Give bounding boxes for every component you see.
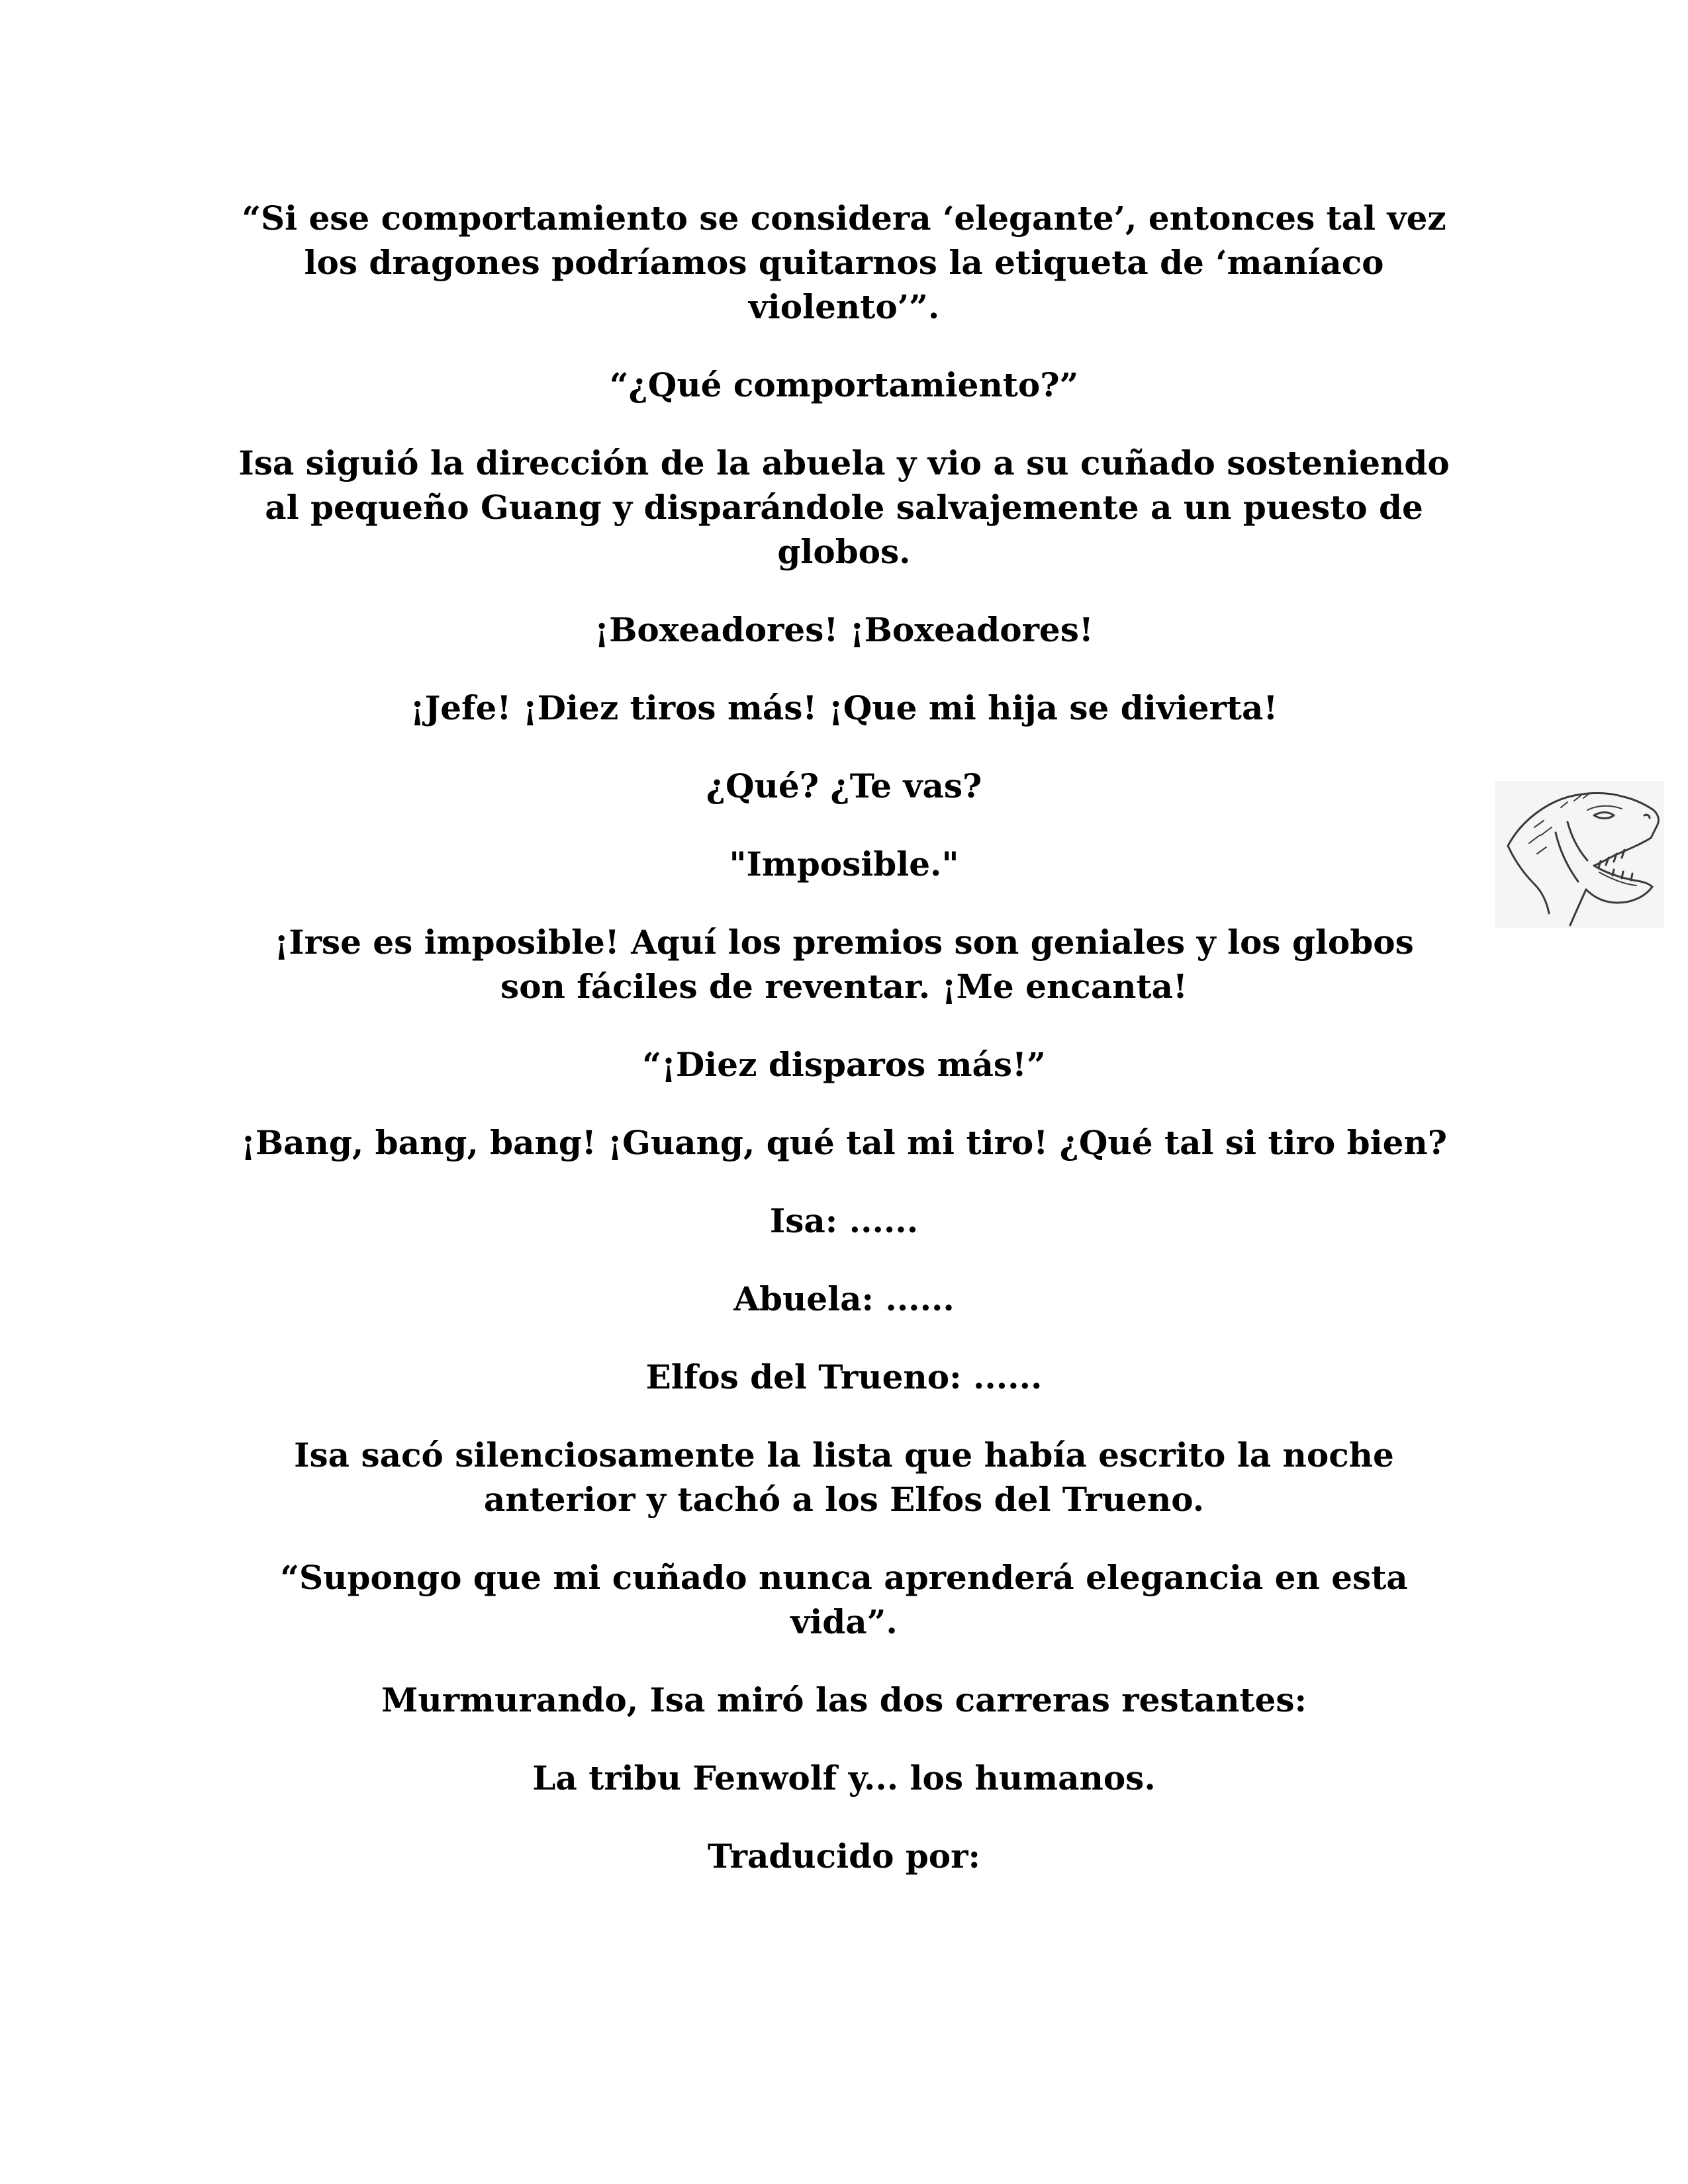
paragraph: ¡Bang, bang, bang! ¡Guang, qué tal mi tiro! ¿Qué tal si tiro bien? (240, 1123, 1448, 1162)
paragraph: Isa sacó silenciosamente la lista que había escrito la noche anterior y tachó a los Elfos del Trueno. (294, 1435, 1394, 1519)
paragraph: La tribu Fenwolf y... los humanos. (532, 1758, 1156, 1797)
paragraph: ¡Boxeadores! ¡Boxeadores! (594, 610, 1094, 649)
paragraph: Murmurando, Isa miró las dos carreras restantes: (381, 1680, 1307, 1719)
paragraph: ¡Jefe! ¡Diez tiros más! ¡Que mi hija se divierta! (410, 688, 1278, 727)
paragraph: “¡Diez disparos más!” (642, 1045, 1046, 1084)
paragraph: “Supongo que mi cuñado nunca aprenderá elegancia en esta vida”. (280, 1558, 1408, 1641)
story-text (238, 196, 1450, 1912)
paragraph: Elfos del Trueno: ...... (645, 1357, 1043, 1396)
paragraph: Isa: ...... (769, 1201, 919, 1240)
paragraph: "Imposible." (729, 844, 959, 884)
paragraph: ¡Irse es imposible! Aquí los premios son geniales y los globos son fáciles de reventar. ¡Me encanta! (274, 923, 1414, 1006)
paragraph: Traducido por: (708, 1837, 980, 1876)
paragraph: “¿Qué comportamiento?” (609, 365, 1079, 404)
paragraph: “Si ese comportamiento se considera ‘elegante’, entonces tal vez los dragones podríamos quitarnos la etiqueta de ‘maníaco violento’”. (242, 199, 1446, 326)
paragraph: Isa siguió la dirección de la abuela y vio a su cuñado sosteniendo al pequeño Guang y disparándole salvajemente a un puesto de globos. (238, 443, 1450, 571)
dinosaur-head-icon (1495, 781, 1664, 928)
paragraph: Abuela: ...... (733, 1279, 955, 1318)
paragraph: ¿Qué? ¿Te vas? (706, 766, 982, 805)
